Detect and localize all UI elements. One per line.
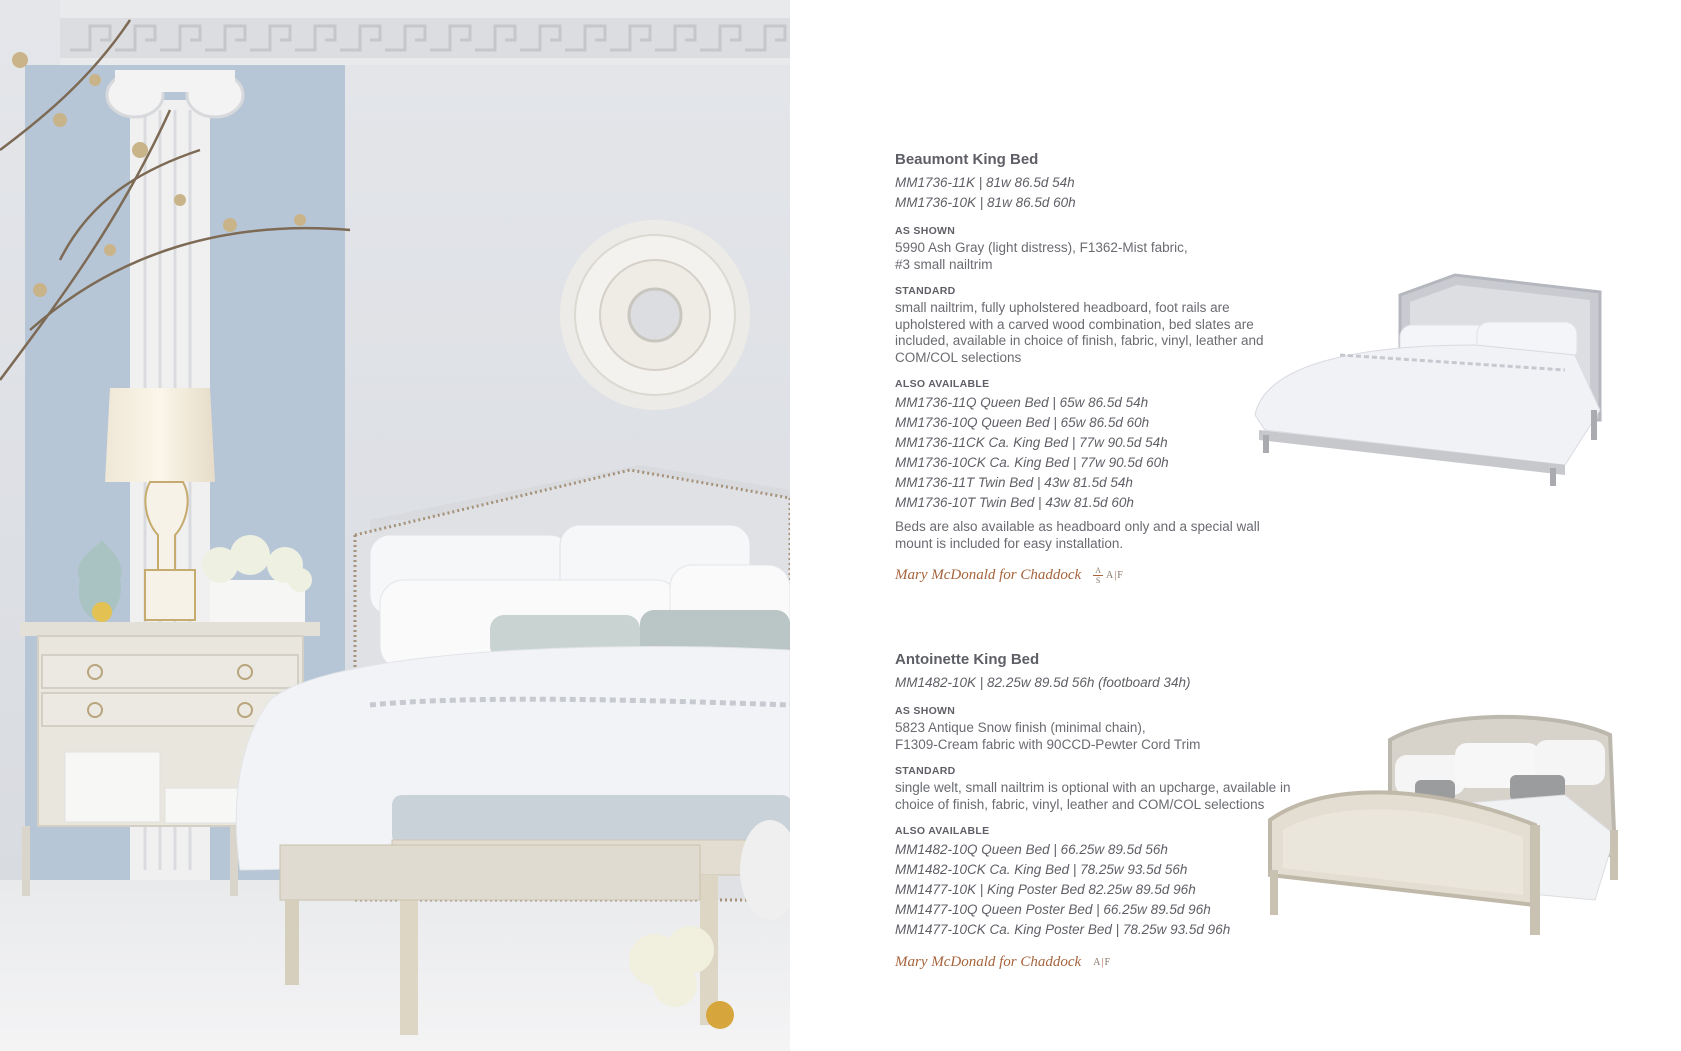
also-available-label: ALSO AVAILABLE bbox=[895, 378, 990, 390]
also-available-label: ALSO AVAILABLE bbox=[895, 825, 990, 837]
brand-line bbox=[895, 954, 1295, 971]
also-available-item: MM1736-10Q Queen Bed | 65w 86.5d 60h bbox=[895, 415, 1150, 430]
also-available-item: MM1477-10K | King Poster Bed 82.25w 89.5d 96h bbox=[895, 882, 1196, 897]
standard-text: single welt, small nailtrim is optional with an upcharge, available in choice of finish, fabric, vinyl, leather and COM/COL selections bbox=[895, 780, 1291, 812]
product-beaumont-king-bed bbox=[895, 150, 1295, 585]
product-title: Antoinette King Bed bbox=[895, 651, 1040, 668]
also-available-item: MM1736-11CK Ca. King Bed | 77w 90.5d 54h bbox=[895, 435, 1168, 450]
also-available-item: MM1736-11T Twin Bed | 43w 81.5d 54h bbox=[895, 475, 1133, 490]
as-mark-icon: A S bbox=[1095, 566, 1101, 585]
also-available-item: MM1477-10CK Ca. King Poster Bed | 78.25w 93.5d 96h bbox=[895, 922, 1231, 937]
antoinette-bed-image bbox=[1265, 705, 1625, 945]
also-available-item: MM1482-10Q Queen Bed | 66.25w 89.5d 56h bbox=[895, 842, 1168, 857]
af-mark-icon: A|F bbox=[1106, 570, 1123, 581]
headboard-note: Beds are also available as headboard only and a special wall mount is included for easy installation. bbox=[895, 519, 1260, 551]
standard-label: STANDARD bbox=[895, 765, 956, 777]
standard-text: small nailtrim, fully upholstered headboard, foot rails are upholstered with a carved wood combination, bed slates are included, available in choice of finish, fabric, vinyl, leather and COM/COL selections bbox=[895, 300, 1264, 365]
as-shown-text: 5823 Antique Snow finish (minimal chain), F1309-Cream fabric with 90CCD-Pewter Cord Trim bbox=[895, 720, 1201, 752]
also-available-item: MM1482-10CK Ca. King Bed | 78.25w 93.5d 56h bbox=[895, 862, 1188, 877]
beaumont-bed-image bbox=[1245, 270, 1615, 490]
as-shown-label: AS SHOWN bbox=[895, 225, 956, 237]
brand-name: Mary McDonald for Chaddock bbox=[895, 954, 1082, 970]
also-available-item: MM1736-10CK Ca. King Bed | 77w 90.5d 60h bbox=[895, 455, 1169, 470]
brand-name: Mary McDonald for Chaddock bbox=[895, 567, 1082, 583]
as-af-marks bbox=[1093, 566, 1123, 585]
product-title: Beaumont King Bed bbox=[895, 151, 1039, 168]
af-marks bbox=[1093, 957, 1110, 968]
also-available-item: MM1736-11Q Queen Bed | 65w 86.5d 54h bbox=[895, 395, 1149, 410]
as-shown-text: 5990 Ash Gray (light distress), F1362-Mist fabric, #3 small nailtrim bbox=[895, 240, 1188, 272]
as-shown-label: AS SHOWN bbox=[895, 705, 956, 717]
also-available-item: MM1736-10T Twin Bed | 43w 81.5d 60h bbox=[895, 495, 1134, 510]
product-antoinette-king-bed bbox=[895, 650, 1295, 971]
brand-line bbox=[895, 566, 1295, 585]
af-mark-icon: A|F bbox=[1093, 957, 1111, 968]
standard-label: STANDARD bbox=[895, 285, 956, 297]
bedroom-lifestyle-photo bbox=[0, 0, 790, 1051]
sku-line: MM1482-10K | 82.25w 89.5d 56h (footboard 34h) bbox=[895, 675, 1191, 690]
also-available-item: MM1477-10Q Queen Poster Bed | 66.25w 89.5d 96h bbox=[895, 902, 1211, 917]
sku-line: MM1736-10K | 81w 86.5d 60h bbox=[895, 195, 1076, 210]
sku-line: MM1736-11K | 81w 86.5d 54h bbox=[895, 175, 1075, 190]
